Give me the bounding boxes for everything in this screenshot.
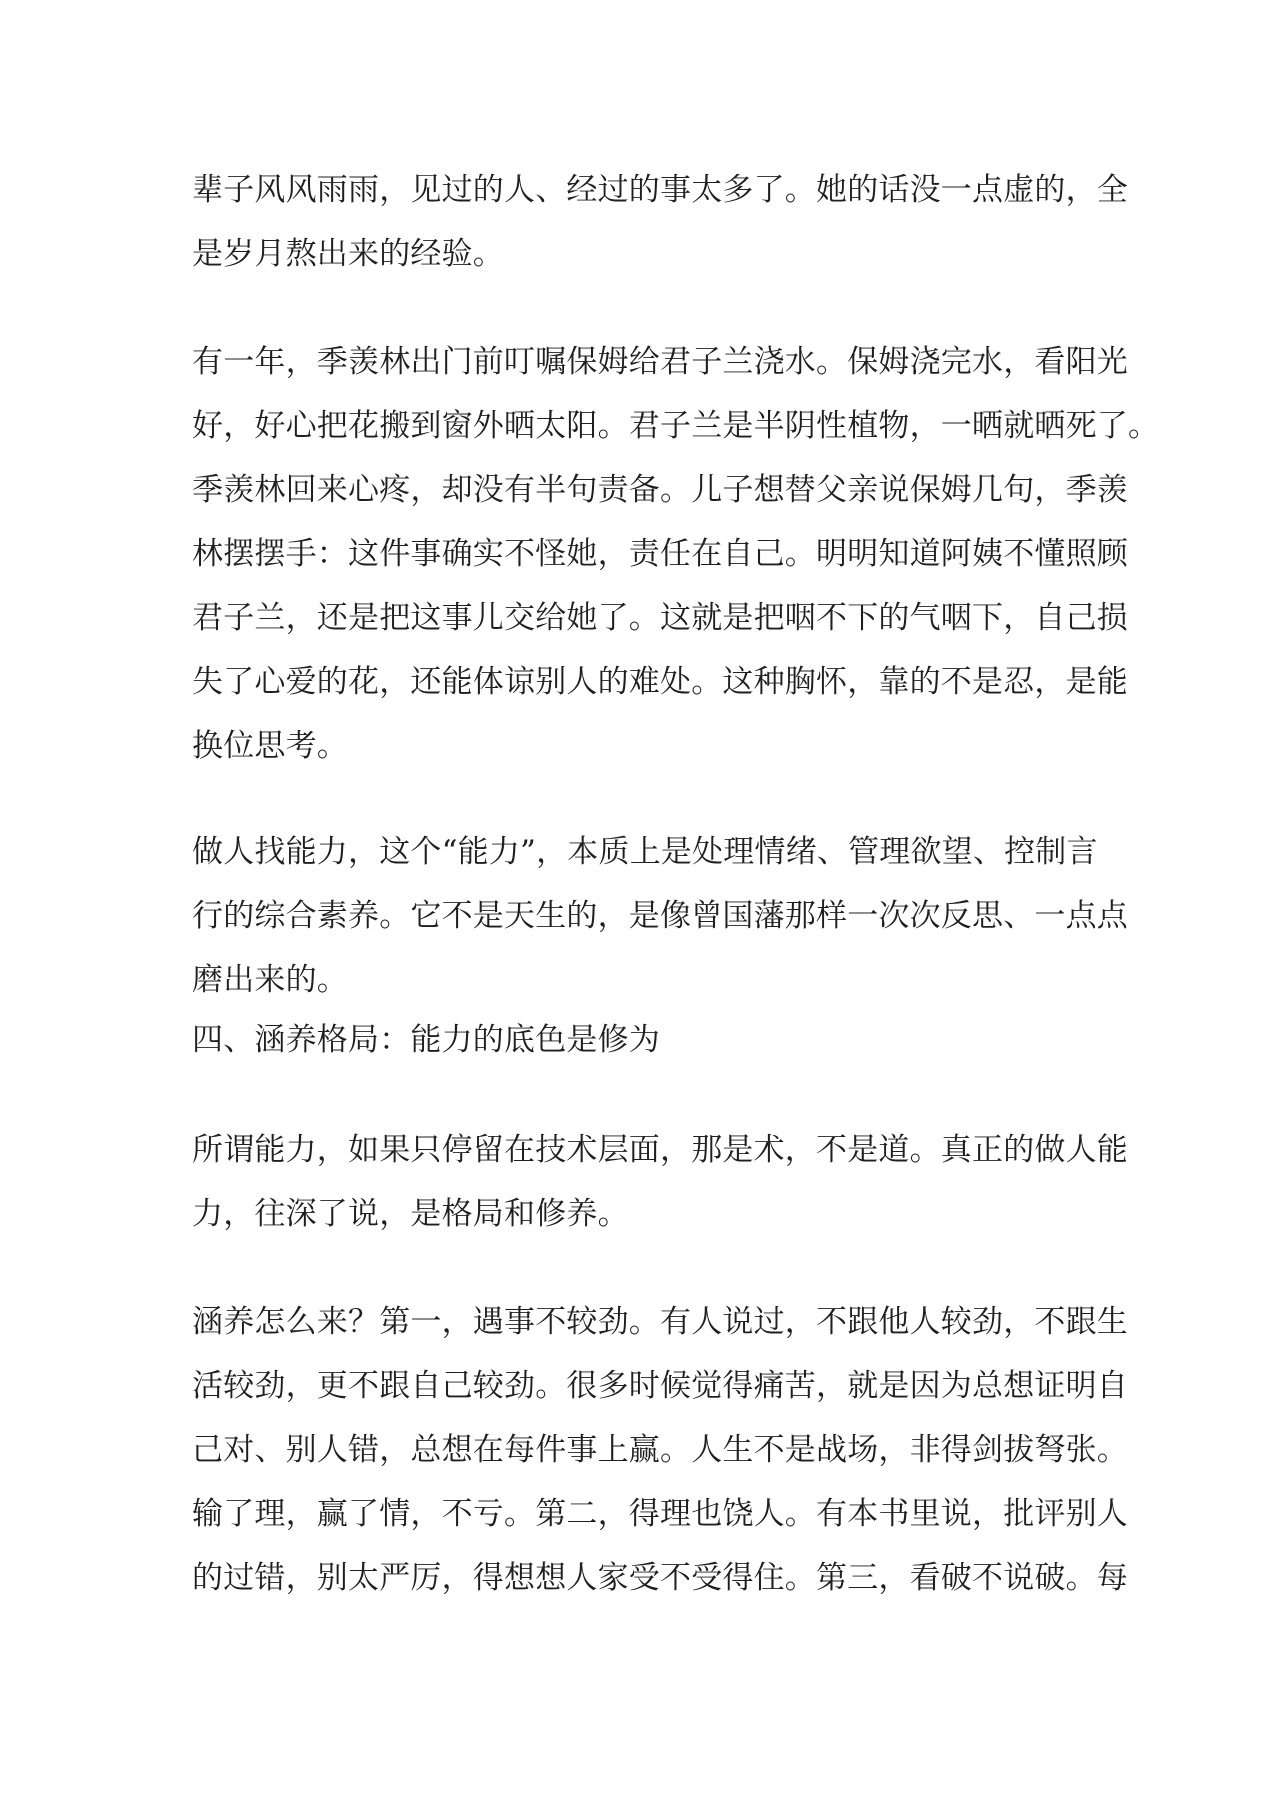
text-line: 己对、别人错，总想在每件事上赢。人生不是战场，非得剑拔弩张。 — [192, 1432, 1128, 1468]
text-line: 做人找能力，这个“能力”，本质上是处理情绪、管理欲望、控制言 — [192, 834, 1098, 870]
text-line: 辈子风风雨雨，见过的人、经过的事太多了。她的话没一点虚的，全 — [192, 172, 1128, 208]
text-line: 换位思考。 — [192, 728, 348, 764]
text-line: 是岁月熬出来的经验。 — [192, 236, 504, 272]
text-line: 季羡林回来心疼，却没有半句责备。儿子想替父亲说保姆几句，季羡 — [192, 472, 1128, 508]
text-line: 失了心爱的花，还能体谅别人的难处。这种胸怀，靠的不是忍，是能 — [192, 664, 1128, 700]
text-line: 涵养怎么来？第一，遇事不较劲。有人说过，不跟他人较劲，不跟生 — [192, 1304, 1128, 1340]
text-line: 君子兰，还是把这事儿交给她了。这就是把咽不下的气咽下，自己损 — [192, 600, 1128, 636]
text-line: 的过错，别太严厉，得想想人家受不受得住。第三，看破不说破。每 — [192, 1560, 1128, 1596]
section-heading: 四、涵养格局：能力的底色是修为 — [192, 1022, 660, 1058]
text-line: 有一年，季羡林出门前叮嘱保姆给君子兰浇水。保姆浇完水，看阳光 — [192, 344, 1128, 380]
text-line: 磨出来的。 — [192, 962, 348, 998]
text-line: 活较劲，更不跟自己较劲。很多时候觉得痛苦，就是因为总想证明自 — [192, 1368, 1128, 1404]
text-line: 好，好心把花搬到窗外晒太阳。君子兰是半阴性植物，一晒就晒死了。 — [192, 408, 1160, 444]
text-line: 所谓能力，如果只停留在技术层面，那是术，不是道。真正的做人能 — [192, 1132, 1128, 1168]
text-line: 林摆摆手：这件事确实不怪她，责任在自己。明明知道阿姨不懂照顾 — [192, 536, 1128, 572]
text-line: 力，往深了说，是格局和修养。 — [192, 1196, 629, 1232]
text-line: 输了理，赢了情，不亏。第二，得理也饶人。有本书里说，批评别人 — [192, 1496, 1128, 1532]
text-line: 行的综合素养。它不是天生的，是像曾国藩那样一次次反思、一点点 — [192, 898, 1128, 934]
